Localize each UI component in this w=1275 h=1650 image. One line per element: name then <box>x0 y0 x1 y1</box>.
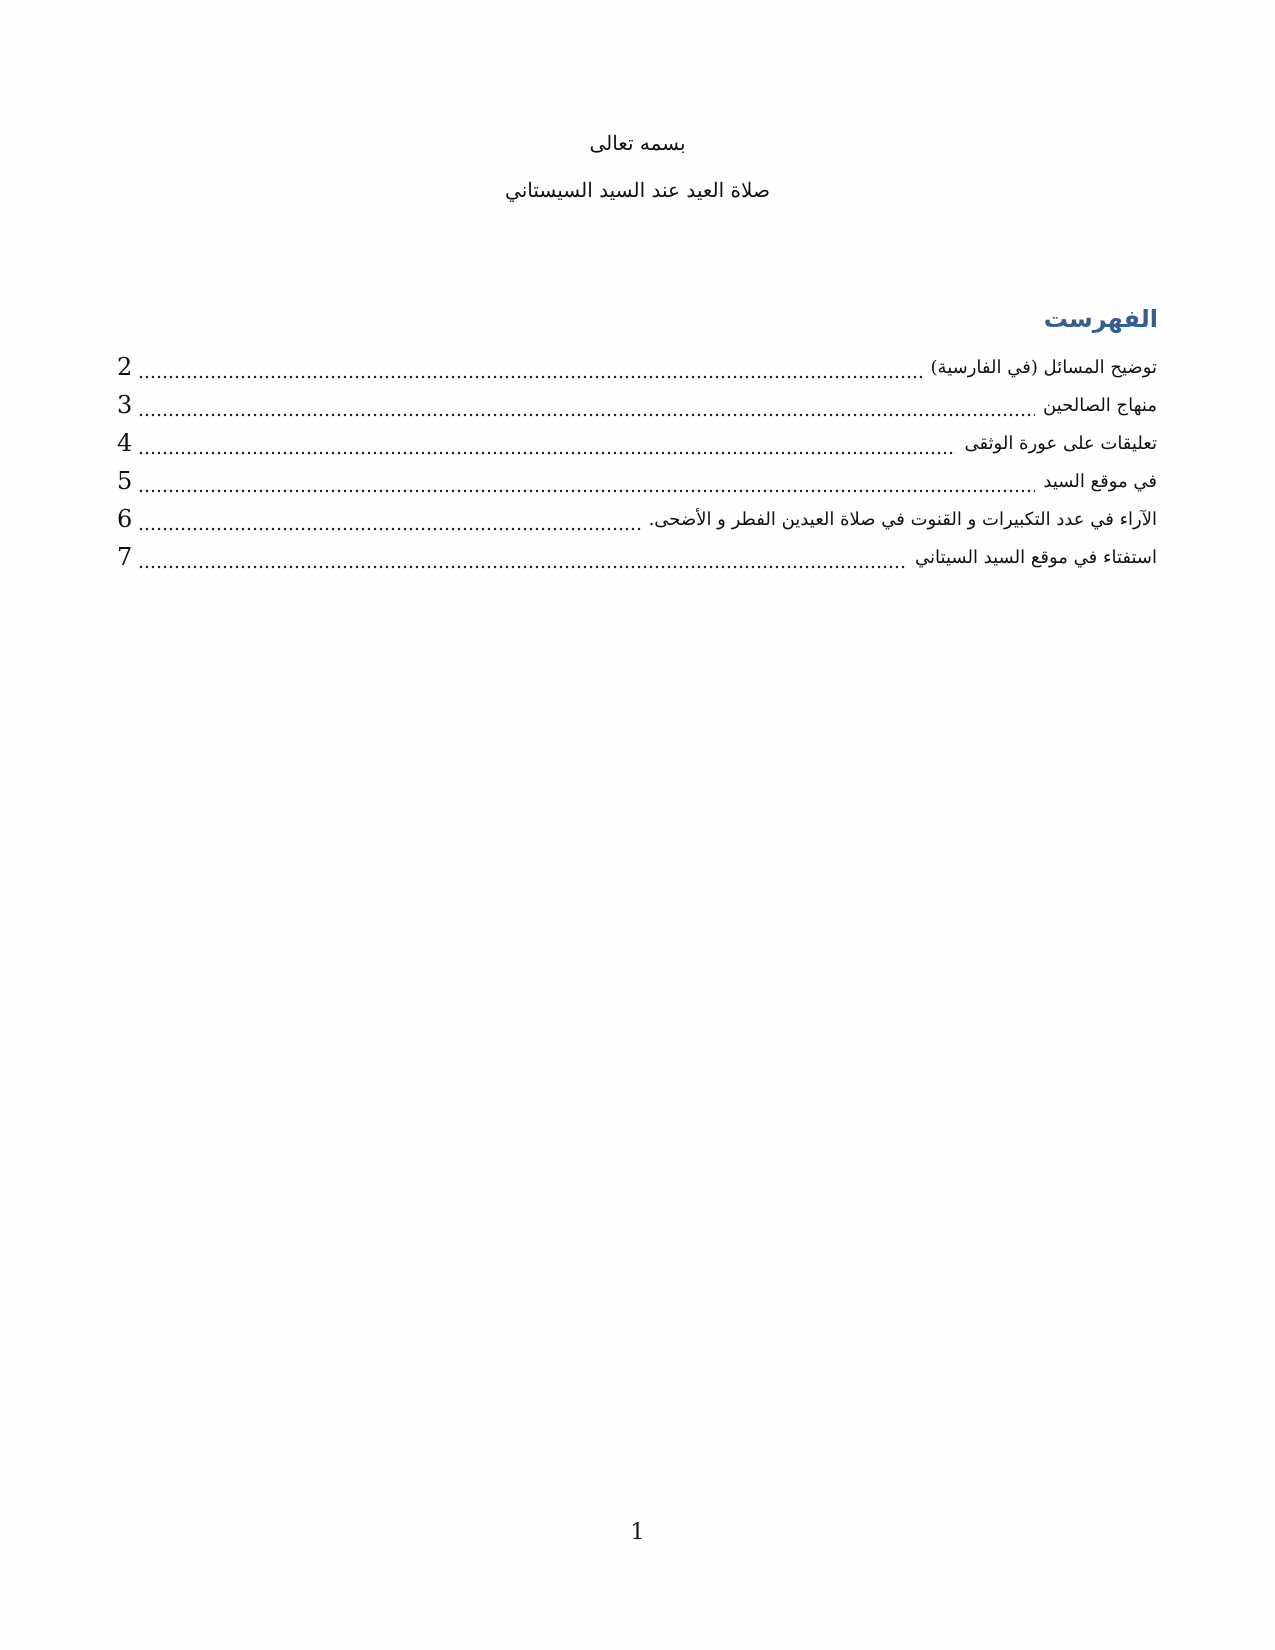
dot-leader <box>138 506 640 534</box>
toc-page-number: 4 <box>117 429 133 457</box>
dot-leader <box>138 468 1035 496</box>
document-title: صلاة العيد عند السيد السيستاني <box>505 178 770 202</box>
toc-page-number: 6 <box>117 505 133 533</box>
dot-leader <box>138 354 922 382</box>
dot-leader <box>138 544 907 572</box>
toc-entry-title: استفتاء في موقع السيد السيتاني <box>915 547 1157 568</box>
toc-entry[interactable] <box>117 420 1157 458</box>
toc-entry-title: في موقع السيد <box>1043 471 1157 492</box>
toc-entry-title: توضيح المسائل (في الفارسية) <box>930 357 1157 378</box>
toc-entry[interactable] <box>117 344 1157 382</box>
toc-entry-title: منهاج الصالحين <box>1042 395 1157 416</box>
toc-page-number: 5 <box>117 467 133 495</box>
toc-page-number: 3 <box>117 391 133 419</box>
page-number: 1 <box>630 1520 645 1545</box>
toc-entry-title: تعليقات على عورة الوثقى <box>964 433 1157 454</box>
toc-heading: الفهرست <box>1043 305 1158 333</box>
dot-leader <box>138 430 956 458</box>
toc-page-number: 2 <box>117 353 133 381</box>
toc-entry-title: الآراء في عدد التكبيرات و القنوت في صلاة العيدين الفطر و الأضحى. <box>648 509 1157 530</box>
toc-entry[interactable] <box>117 534 1157 572</box>
toc-entry[interactable] <box>117 496 1157 534</box>
toc-entry[interactable] <box>117 458 1157 496</box>
bismillah-line: بسمه تعالى <box>589 131 686 155</box>
toc-page-number: 7 <box>117 543 133 571</box>
toc-entry[interactable] <box>117 382 1157 420</box>
table-of-contents <box>117 344 1157 572</box>
dot-leader <box>138 392 1035 420</box>
